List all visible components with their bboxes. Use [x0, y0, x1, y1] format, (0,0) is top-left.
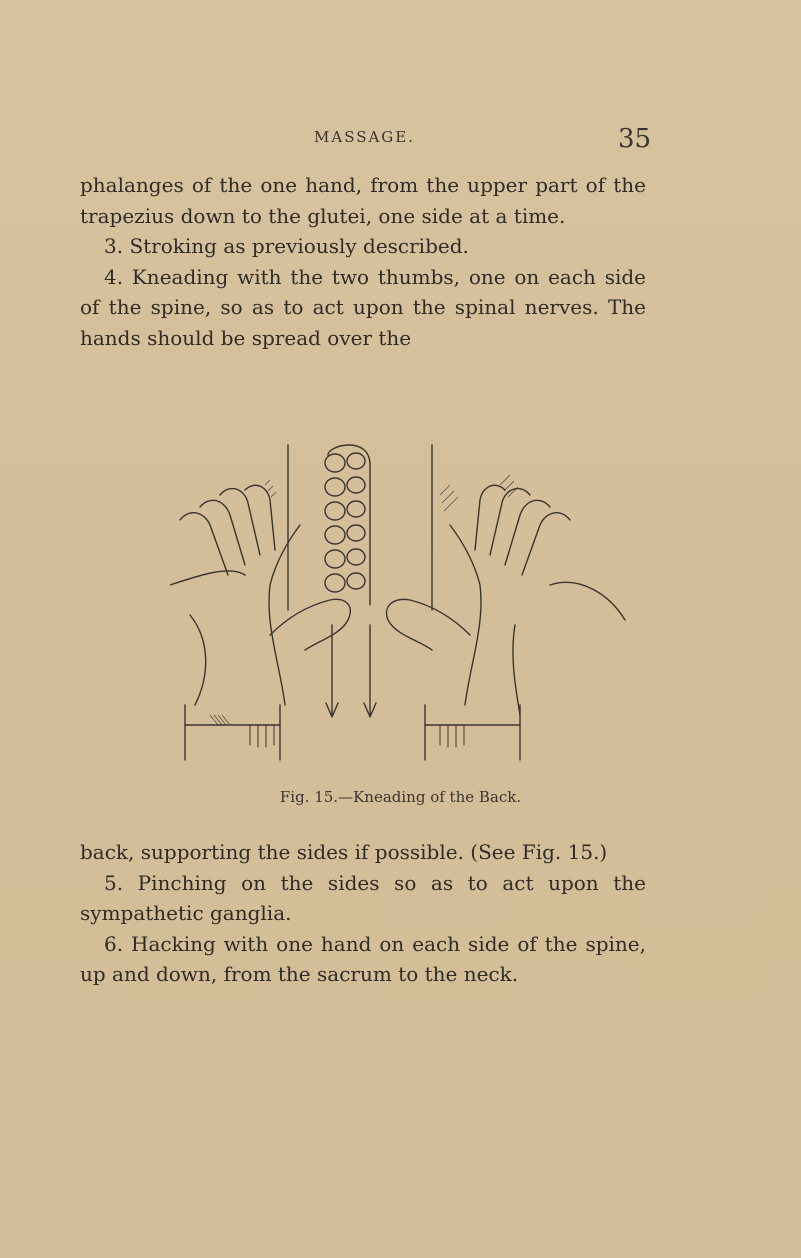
running-title: MASSAGE. — [314, 128, 416, 146]
hands-kneading-back-icon — [170, 425, 640, 770]
body-text-bottom — [80, 837, 646, 990]
paragraph-hacking: 6. Hacking with one hand on each side of the spine, up and down, from the sacrum to the neck. — [80, 931, 646, 986]
figure-caption: Fig. 15.—Kneading of the Back. — [279, 788, 522, 806]
paragraph-continuation: phalanges of the one hand, from the upper part of the trapezius down to the glutei, one side at a time. — [80, 173, 646, 228]
right-hand — [387, 485, 625, 760]
body-text-top — [80, 170, 646, 353]
paragraph-back: back, supporting the sides if possible. (See Fig. 15.) — [80, 840, 608, 864]
arrow-right — [364, 625, 376, 717]
page-number: 35 — [618, 124, 652, 154]
vertebrae — [325, 453, 365, 592]
spine-outline — [328, 445, 370, 605]
left-hand — [170, 485, 350, 760]
paragraph-pinching: 5. Pinching on the sides so as to act upon the sympathetic ganglia. — [80, 870, 646, 925]
paragraph-kneading: 4. Kneading with the two thumbs, one on each side of the spine, so as to act upon the spinal nerves. The hands should be spread over the — [80, 264, 646, 350]
page-header — [0, 124, 801, 164]
paragraph-stroking: 3. Stroking as previously described. — [104, 234, 469, 258]
arrow-left — [326, 625, 338, 717]
